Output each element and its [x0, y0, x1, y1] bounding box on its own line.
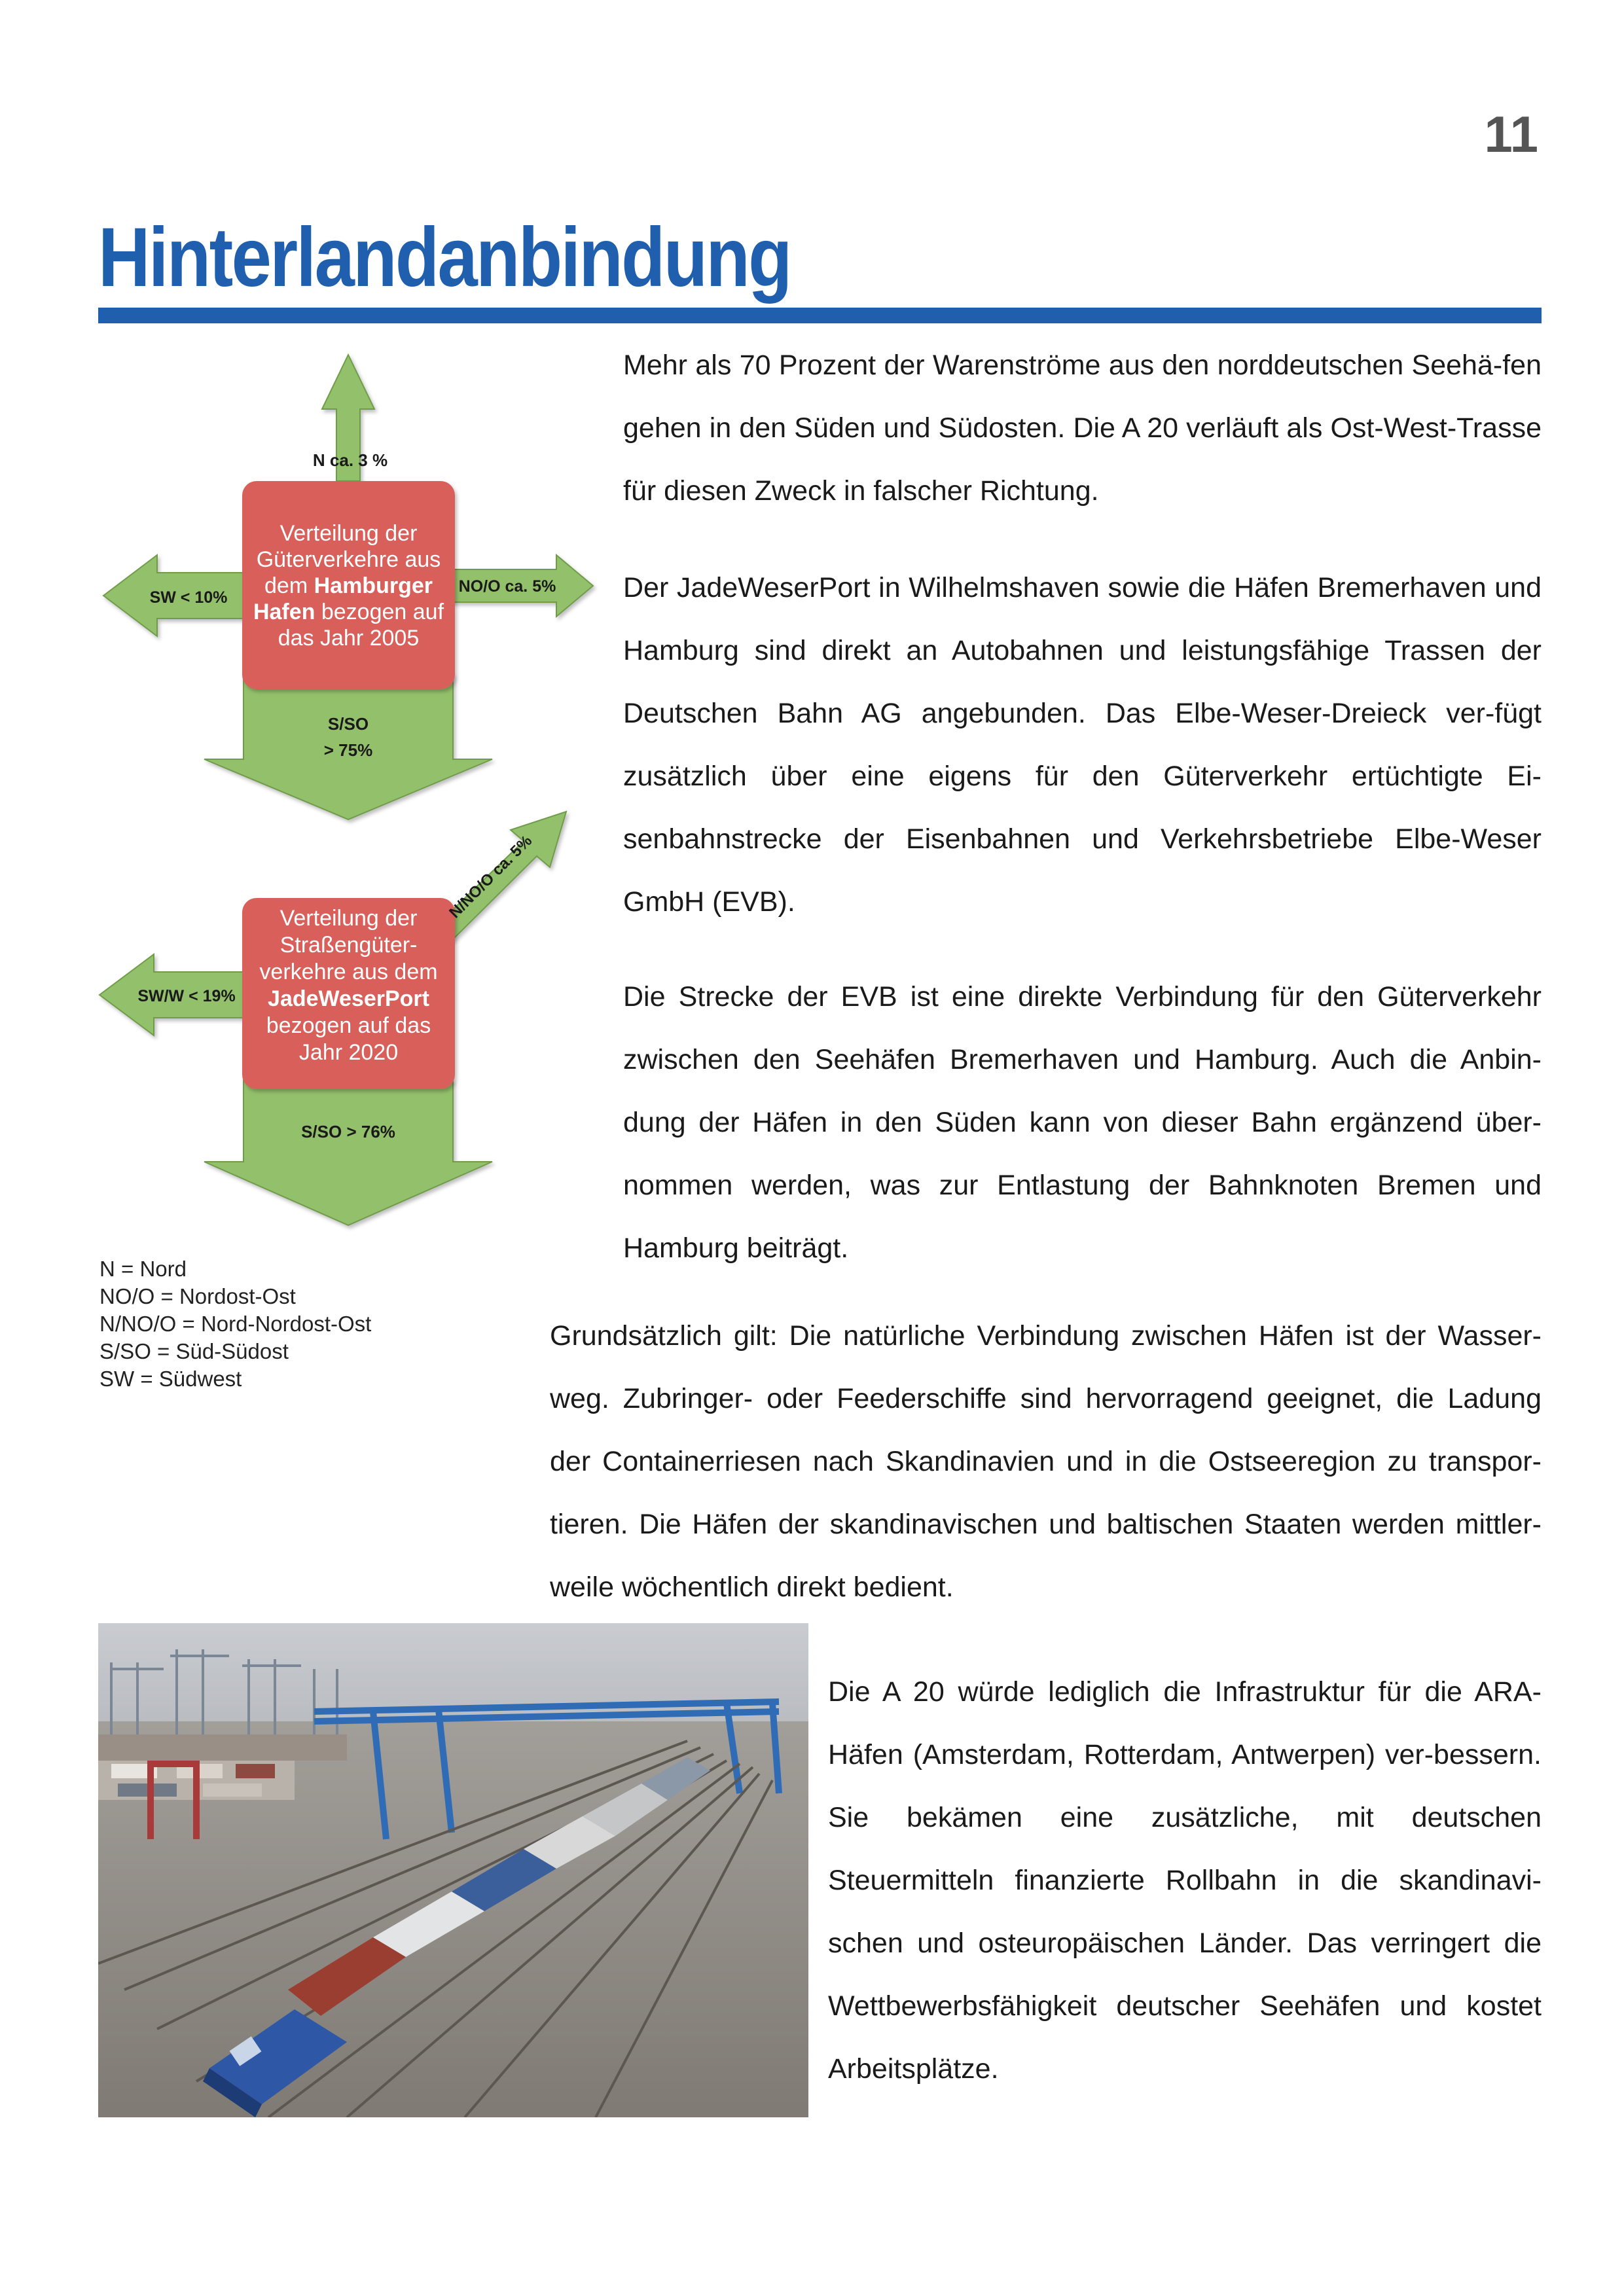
- label-east: NO/O ca. 5%: [458, 577, 556, 596]
- box-line: Verteilung der: [280, 906, 418, 931]
- label-west: SW/W < 19%: [137, 987, 236, 1005]
- box-line: Jahr 2020: [298, 1040, 399, 1065]
- page-title: Hinterlandanbindung: [98, 211, 791, 304]
- box-line: bezogen auf das: [266, 1013, 431, 1038]
- legend-item: N = Nord: [99, 1257, 187, 1281]
- title-rule: [98, 308, 1542, 323]
- legend-item: NO/O = Nordost-Ost: [99, 1284, 296, 1308]
- box-line: Verteilung der: [280, 521, 418, 546]
- box-line-bold: Hafen: [253, 600, 316, 624]
- box-line-bold: JadeWeserPort: [268, 986, 429, 1011]
- box-line: Straßengüter-: [280, 933, 418, 958]
- legend: [99, 1255, 371, 1393]
- legend-item: SW = Südwest: [99, 1367, 242, 1391]
- rail-terminal-photo: [98, 1623, 808, 2117]
- paragraph-1: Mehr als 70 Prozent der Warenströme aus den norddeutschen Seehä-fen gehen in den Süden und Südosten. Die A 20 verläuft als Ost-West-Trasse für diesen Zweck in falscher Richtung.: [623, 350, 1542, 507]
- paragraph-5: Die A 20 würde lediglich die Infrastruktur für die ARA-Häfen (Amsterdam, Rotterdam, Antwerpen) ver-bessern. Sie bekämen eine zusätzliche, mit deutschen Steuermitteln finanzierte Rollbahn in die skandinavi-schen und osteuropäischen Länder. Das verringert die Wettbewerbsfähigkeit deutscher Seehäfen und kostet Arbeitsplätze.: [828, 1676, 1542, 2085]
- paragraph-4: Grundsätzlich gilt: Die natürliche Verbindung zwischen Häfen ist der Wasser-weg. Zubringer- oder Feederschiffe sind hervorragend geeignet, die Ladung der Containerriesen nach Skandinavien und in die Ostseeregion zu transpor-tieren. Die Häfen der skandinavischen und baltischen Staaten werden mittler-weile wöchentlich direkt bedient.: [550, 1320, 1542, 1603]
- paragraph-3: Die Strecke der EVB ist eine direkte Verbindung für den Güterverkehr zwischen den Seehäfen Bremerhaven und Hamburg. Auch die Anbin-dung der Häfen in den Süden kann von dieser Bahn ergänzend über-nommen werden, was zur Entlastung der Bahnknoten Bremen und Hamburg beiträgt.: [623, 981, 1542, 1264]
- legend-item: S/SO = Süd-Südost: [99, 1339, 289, 1363]
- label-south-1: S/SO: [327, 714, 369, 734]
- legend-item: N/NO/O = Nord-Nordost-Ost: [99, 1312, 372, 1336]
- box-line: dem: [264, 573, 314, 598]
- box-line: verkehre aus dem: [259, 960, 438, 984]
- info-box-text: [242, 905, 455, 1066]
- box-line-bold: Hamburger: [314, 573, 433, 598]
- box-line: Güterverkehre aus: [256, 547, 441, 572]
- label-south: S/SO > 76%: [301, 1122, 395, 1141]
- paragraph-2: Der JadeWeserPort in Wilhelmshaven sowie die Häfen Bremerhaven und Hamburg sind direkt an Autobahnen und leistungsfähige Trassen der Deutschen Bahn AG angebunden. Das Elbe-Weser-Dreieck ver-fügt zusätzlich über eine eigens für den Güterverkehr ertüchtigte Ei-senbahnstrecke der Eisenbahnen und Verkehrsbetriebe Elbe-Weser GmbH (EVB).: [623, 572, 1542, 918]
- info-box-text: [242, 520, 455, 651]
- box-line: das Jahr 2005: [278, 626, 420, 651]
- page-number: 11: [1484, 105, 1538, 163]
- label-north: N ca. 3 %: [312, 450, 388, 470]
- arrow-south: [204, 1080, 492, 1225]
- box-line: bezogen auf: [315, 600, 444, 624]
- label-northeast: N/NO/O ca. 5%: [446, 832, 536, 922]
- label-south-2: > 75%: [323, 740, 373, 760]
- label-west: SW < 10%: [149, 588, 228, 607]
